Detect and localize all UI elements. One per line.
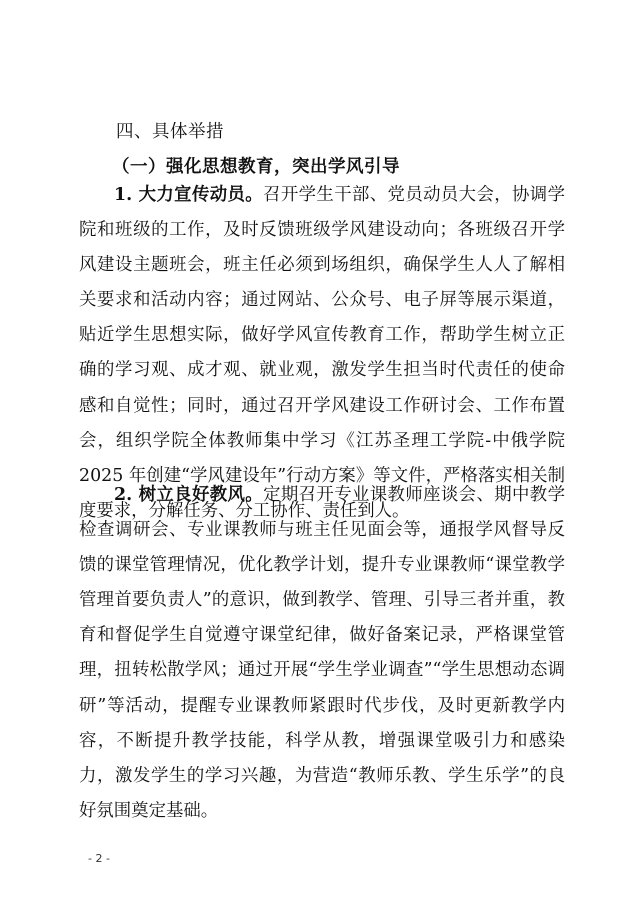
paragraph-lead: 1. 大力宣传动员。 bbox=[114, 185, 264, 205]
paragraph-teaching-style bbox=[79, 478, 565, 829]
section-subheading: （一）强化思想教育，突出学风引导 bbox=[112, 157, 400, 177]
paragraph-body: 定期召开专业课教师座谈会、期中教学检查调研会、专业课教师与班主任见面会等，通报学风督导反馈的课堂管理情况，优化教学计划，提升专业课教师“课堂教学管理首要负责人”的意识，做到教学、管理、引导三者并重，教育和督促学生自觉遵守课堂纪律，做好备案记录，严格课堂管理，扭转松散学风；通过开展“学生学业调查”“学生思想动态调研”等活动，提醒专业课教师紧跟时代步伐，及时更新教学内容，不断提升教学技能，科学从教，增强课堂吸引力和感染力，激发学生的学习兴趣，为营造“教师乐教、学生乐学”的良好氛围奠定基础。 bbox=[79, 485, 565, 821]
paragraph-publicity bbox=[79, 178, 565, 529]
paragraph-lead: 2. 树立良好教风。 bbox=[114, 485, 264, 505]
paragraph-body: 召开学生干部、党员动员大会，协调学院和班级的工作，及时反馈班级学风建设动向；各班级召开学风建设主题班会，班主任必须到场组织，确保学生人人了解相关要求和活动内容；通过网站、公众号、电子屏等展示渠道，贴近学生思想实际，做好学风宣传教育工作，帮助学生树立正确的学习观、成才观、就业观，激发学生担当时代责任的使命感和自觉性；同时，通过召开学风建设工作研讨会、工作布置会，组织学院全体教师集中学习《江苏圣理工学院-中俄学院 2025 年创建“学风建设年”行动方案》等文件，严格落实相关制度要求，分解任务、分工协作、责任到人。 bbox=[79, 185, 565, 521]
page-number: - 2 - bbox=[88, 852, 110, 865]
section-heading: 四、具体举措 bbox=[116, 122, 224, 142]
